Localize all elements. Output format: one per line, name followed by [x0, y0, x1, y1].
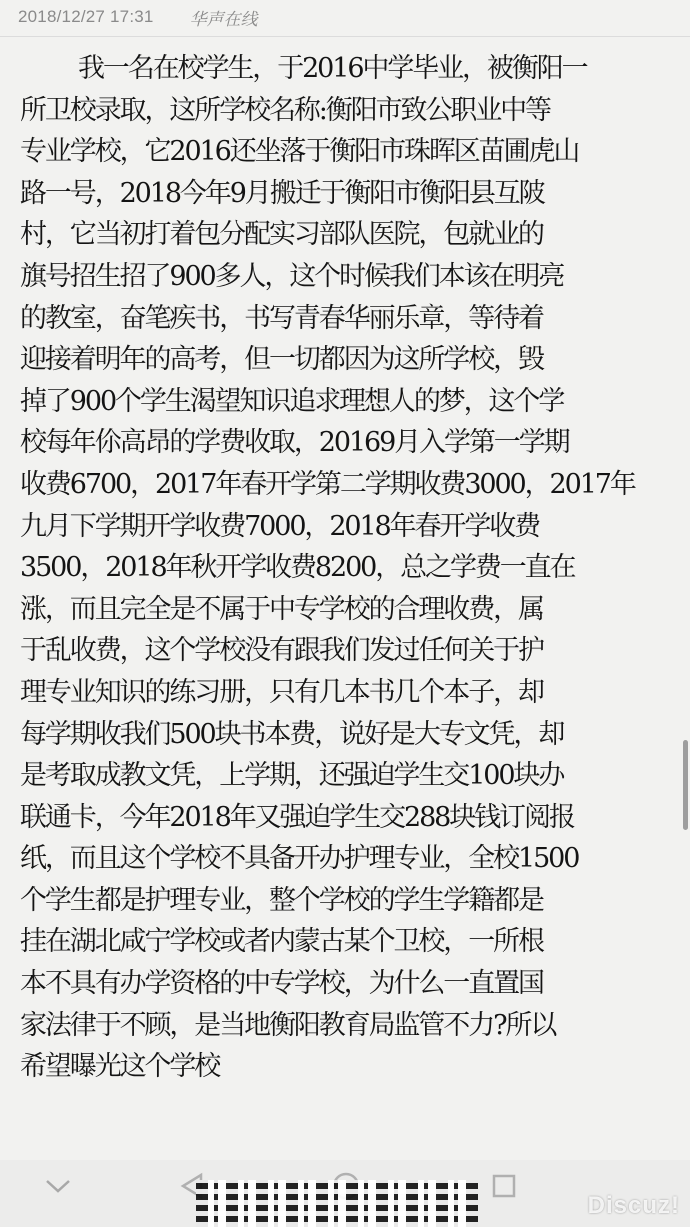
post-timestamp: 2018/12/27 17:31	[18, 7, 154, 26]
letter-line: 专业学校，它2016还坐落于衡阳市珠晖区苗圃虎山	[20, 136, 579, 168]
recent-apps-icon[interactable]	[482, 1168, 526, 1204]
letter-line: 的教室，奋笔疾书，书写青春华丽乐章，等待着	[20, 302, 543, 334]
post-header	[0, 0, 690, 34]
letter-line: 挂在湖北咸宁学校或者内蒙古某个卫校，一所根	[20, 926, 543, 958]
letter-line: 收费6700，2017年春开学第二学期收费3000，2017年	[20, 468, 635, 500]
letter-line: 于乱收费，这个学校没有跟我们发过任何关于护	[20, 635, 543, 667]
header-divider	[0, 36, 690, 37]
letter-line: 个学生都是护理专业，整个学校的学生学籍都是	[20, 884, 543, 916]
letter-line: 所卫校录取，这所学校名称:衡阳市致公职业中等	[20, 94, 550, 126]
letter-line: 家法律于不顾，是当地衡阳教育局监管不力?所以	[20, 1009, 556, 1041]
letter-line: 校每年伱高昂的学费收取，20169月入学第一学期	[20, 427, 569, 459]
letter-line: 希望曝光这个学校	[20, 1051, 220, 1083]
letter-line: 涨，而且完全是不属于中专学校的合理收费，属	[20, 593, 543, 625]
handwritten-letter-text	[20, 48, 674, 1088]
qr-code-pattern	[196, 1180, 478, 1227]
letter-line: 纸，而且这个学校不具备开办护理专业，全校1500	[20, 843, 579, 875]
letter-line: 联通卡，今年2018年又强迫学生交288块钱订阅报	[20, 801, 574, 833]
letter-line: 本不具有办学资格的中专学校，为什么一直置国	[20, 968, 543, 1000]
letter-line: 3500，2018年秋开学收费8200，总之学费一直在	[20, 552, 575, 584]
letter-line: 每学期收我们500块书本费，说好是大专文凭，却	[20, 718, 564, 750]
discuz-watermark: Discuz!	[587, 1192, 680, 1219]
letter-line: 九月下学期开学收费7000，2018年春开学收费	[20, 510, 540, 542]
letter-line: 村，它当初打着包分配实习部队医院，包就业的	[20, 219, 543, 251]
scrollbar[interactable]	[683, 740, 688, 830]
letter-line: 理专业知识的练习册，只有几本书几个本子，却	[20, 676, 543, 708]
chevron-down-icon[interactable]	[36, 1168, 80, 1204]
letter-line: 我一名在校学生，于2016中学毕业，被衡阳一	[78, 53, 587, 84]
letter-line: 路一号，2018今年9月搬迁于衡阳市衡阳县互陂	[20, 177, 544, 209]
letter-line: 掉了900个学生渴望知识追求理想人的梦，这个学	[20, 385, 564, 417]
letter-line: 旗号招生招了900多人，这个时候我们本该在明亮	[20, 260, 564, 292]
post-source: 华声在线	[189, 9, 258, 30]
letter-line: 是考取成教文凭，上学期，还强迫学生交100块办	[20, 760, 564, 792]
letter-line: 迎接着明年的高考，但一切都因为这所学校，毁	[20, 344, 543, 376]
